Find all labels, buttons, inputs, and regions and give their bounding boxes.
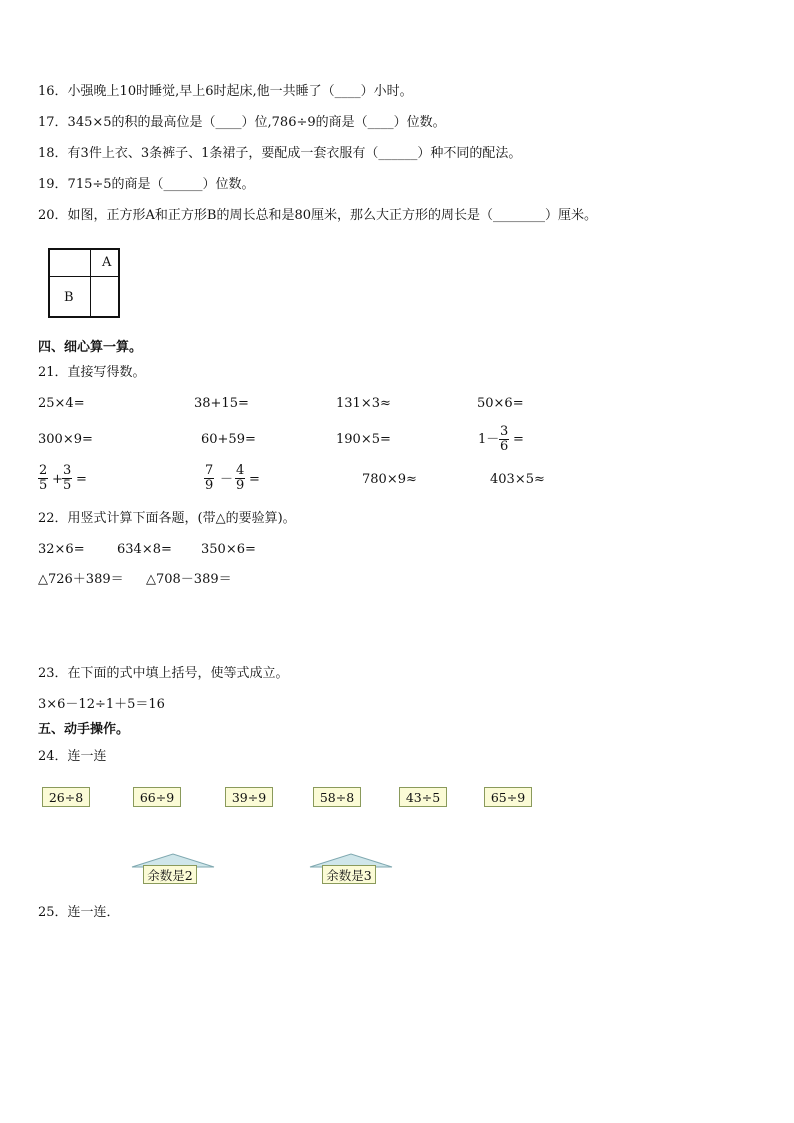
question-21: 21．直接写得数。 [38, 365, 146, 380]
question-24: 24．连一连 [38, 749, 107, 764]
equals-sign: = [249, 472, 260, 487]
bracket-expression: 3×6－12÷1＋5＝16 [38, 697, 165, 712]
division-card-43div5[interactable]: 43÷5 [399, 787, 447, 807]
equals-sign: = [76, 472, 87, 487]
square-b-label: B [64, 290, 74, 305]
calc-403x5: 403×5≈ [490, 472, 545, 487]
calc-60plus59: 60+59= [201, 432, 256, 447]
question-17: 17．345×5的积的最高位是（____）位,786÷9的商是（____）位数。 [38, 115, 446, 130]
division-card-58div8[interactable]: 58÷8 [313, 787, 361, 807]
fraction-denominator: 5 [63, 478, 72, 493]
division-card-26div8[interactable]: 26÷8 [42, 787, 90, 807]
fraction-3-6 [499, 425, 509, 454]
calc-190x5: 190×5= [336, 432, 391, 447]
question-19: 19．715÷5的商是（______）位数。 [38, 177, 255, 192]
fraction-denominator: 9 [205, 478, 214, 493]
square-figure [48, 248, 120, 318]
fraction-numerator: 3 [500, 424, 509, 439]
fraction-3-5 [62, 464, 72, 493]
fraction-4-9 [235, 464, 245, 493]
figure-divider-vertical [90, 250, 91, 316]
division-card-66div9[interactable]: 66÷9 [133, 787, 181, 807]
fraction-7-9 [204, 464, 214, 493]
calc-equals: = [513, 432, 524, 447]
calc-50x6: 50×6= [477, 396, 524, 411]
division-card-65div9[interactable]: 65÷9 [484, 787, 532, 807]
vertical-calc-350x6: 350×6= [201, 542, 256, 557]
division-card-39div9[interactable]: 39÷9 [225, 787, 273, 807]
fraction-numerator: 2 [39, 463, 48, 478]
question-23: 23．在下面的式中填上括号，使等式成立。 [38, 666, 289, 681]
section-5-heading: 五、动手操作。 [38, 722, 130, 737]
remainder-3-target[interactable]: 余数是3 [322, 865, 376, 884]
calc-300x9: 300×9= [38, 432, 93, 447]
fraction-numerator: 3 [63, 463, 72, 478]
calc-25x4: 25×4= [38, 396, 85, 411]
plus-sign: + [52, 472, 63, 487]
section-4-heading: 四、细心算一算。 [38, 340, 143, 355]
question-18: 18．有3件上衣、3条裤子、1条裙子，要配成一套衣服有（______）种不同的配法。 [38, 146, 522, 161]
fraction-denominator: 5 [39, 478, 48, 493]
square-a-label: A [102, 255, 112, 270]
calc-38plus15: 38+15= [194, 396, 249, 411]
calc-131x3: 131×3≈ [336, 396, 391, 411]
question-16: 16．小强晚上10时睡觉,早上6时起床,他一共睡了（____）小时。 [38, 84, 413, 99]
fraction-2-5 [38, 464, 48, 493]
vertical-calc-32x6: 32×6= [38, 542, 85, 557]
question-22: 22．用竖式计算下面各题，(带△的要验算)。 [38, 511, 296, 526]
calc-one-minus: 1－ [478, 432, 500, 447]
vertical-calc-708minus389: △708－389＝ [146, 572, 232, 587]
minus-sign: － [220, 472, 234, 487]
question-20: 20．如图，正方形A和正方形B的周长总和是80厘米，那么大正方形的周长是（________）厘米。 [38, 208, 598, 223]
fraction-denominator: 6 [500, 439, 509, 454]
vertical-calc-634x8: 634×8= [117, 542, 172, 557]
remainder-2-target[interactable]: 余数是2 [143, 865, 197, 884]
figure-divider-horizontal [50, 276, 118, 277]
question-25: 25．连一连． [38, 905, 120, 920]
calc-780x9: 780×9≈ [362, 472, 417, 487]
fraction-numerator: 4 [236, 463, 245, 478]
fraction-numerator: 7 [205, 463, 214, 478]
fraction-denominator: 9 [236, 478, 245, 493]
vertical-calc-726plus389: △726＋389＝ [38, 572, 124, 587]
